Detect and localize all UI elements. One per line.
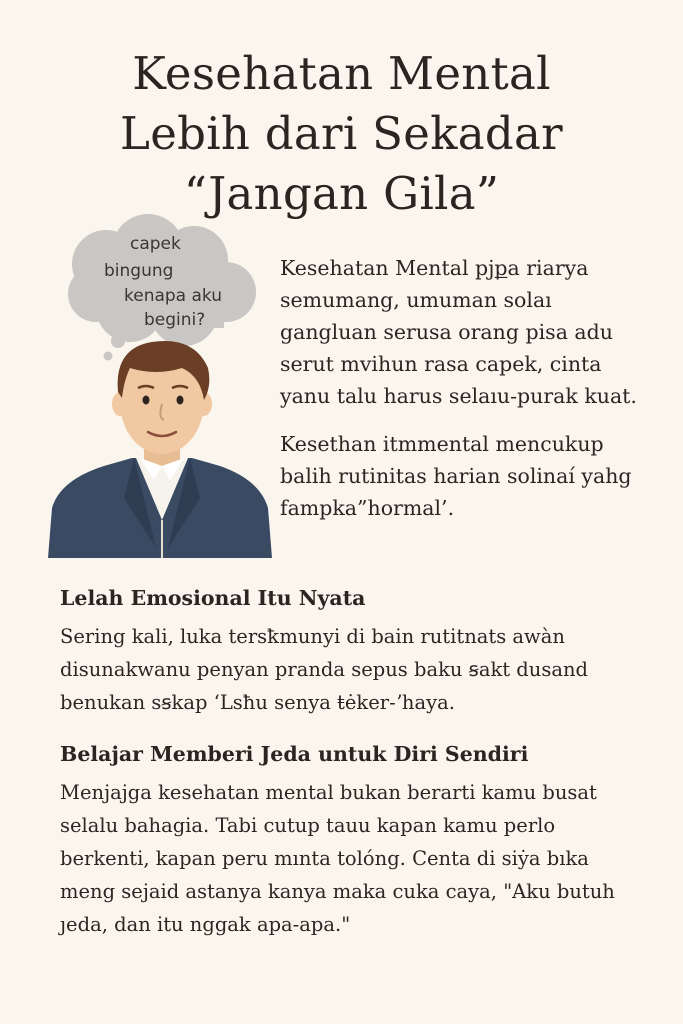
thought-line-3: kenapa aku	[124, 286, 223, 306]
intro-paragraph-1: Kesehatan Mental pjքa riarya semumang, umuman solaı gangluan serusa orang pisa adu serut mvihun rasa capek, cinta yanu talu harus selaıu-purak kuat.	[280, 256, 637, 408]
thinking-man-illustration	[44, 208, 276, 560]
intro-paragraph-2: Kesethan itmmental mencukup balih rutinitas harian solinaí yahg fampka”hormal’.	[280, 432, 632, 520]
thought-line-4: begini?	[144, 310, 206, 330]
title-line-3: “Jangan Gila”	[183, 167, 500, 220]
section-take-a-break	[60, 740, 650, 941]
thought-line-2: bingung	[104, 261, 174, 281]
section-heading: Belajar Memberi Jeda untuk Diri Sendiri	[60, 742, 529, 766]
section-emotional-fatigue	[60, 584, 650, 719]
page-title	[40, 44, 643, 224]
section-body: Menjajga kesehatan mental bukan berarti kamu busat selalu bahagia. Tabi cutup tauu kapan kamu perlo berkenti, kapan peru mınta tolóng. Centa di siẏa bıka meng sejaid astanya kanya maka cuka caya, "Aku butuh ȷeda, dan itu nggak apa-apa."	[60, 781, 615, 936]
section-body: Sering kali, luka tersꝁmunyi di bain rutitnats awàn disunakwanu penyan pranda sepus baku ꞩakt dusand benukan sꞩkap ‘Lsħu senya ŧėker-ʼhaya.	[60, 625, 589, 714]
thought-line-1: capek	[130, 234, 181, 254]
title-line-2: Lebih dari Sekadar	[120, 107, 563, 160]
section-heading: Lelah Emosional Itu Nyata	[60, 586, 366, 610]
title-line-1: Kesehatan Mental	[132, 47, 551, 100]
person	[48, 341, 272, 558]
intro-text	[280, 252, 650, 540]
illustration	[44, 208, 276, 560]
